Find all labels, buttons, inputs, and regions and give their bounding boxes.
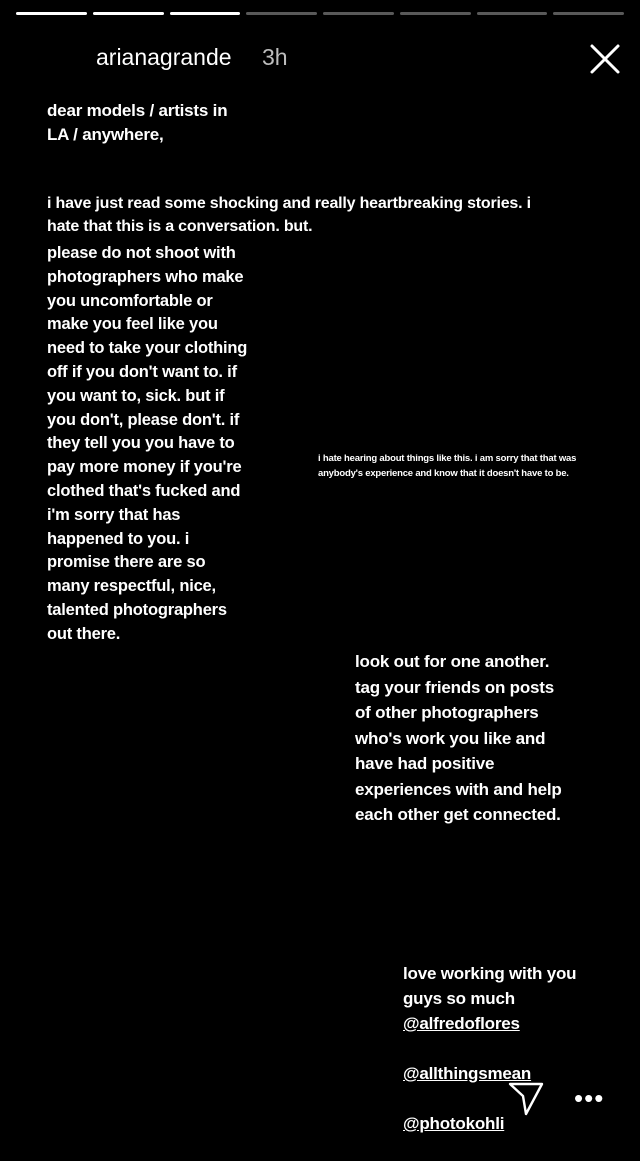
story-closing-block	[403, 936, 576, 1161]
progress-segment	[93, 12, 164, 15]
progress-segment	[323, 12, 394, 15]
story-small-note: i hate hearing about things like this. i am sorry that that was anybody's experience and know that it doesn't have to be.	[318, 453, 577, 479]
progress-segment	[400, 12, 471, 15]
close-button[interactable]	[586, 40, 624, 78]
avatar[interactable]	[26, 38, 68, 80]
mention-photokohli[interactable]: @photokohli	[403, 1114, 505, 1133]
more-options-button[interactable]: •••	[574, 1083, 605, 1113]
progress-segment	[246, 12, 317, 15]
progress-segment	[553, 12, 624, 15]
story-closing: love working with you guys so much	[403, 964, 577, 1008]
username[interactable]: arianagrande	[96, 44, 232, 70]
send-icon	[506, 1078, 546, 1118]
close-icon	[586, 40, 624, 78]
story-main-text: please do not shoot with photographers who make you uncomfortable or make you feel like you need to take your clothing off if you don't want to. if you want to, sick. but if you don't, please don't. if they tell you you have to pay more money if you're clothed that's fucked and i'm sorry that has happened to you. i promise there are so many respectful, nice, talented photographers out there.	[47, 244, 248, 643]
progress-segment	[477, 12, 548, 15]
story-intro: i have just read some shocking and really heartbreaking stories. i hate that this is a conversation. but.	[47, 195, 531, 235]
timestamp: 3h	[262, 44, 288, 70]
mention-allthingsmean[interactable]: @allthingsmean	[403, 1064, 532, 1083]
progress-segment	[170, 12, 241, 15]
send-button[interactable]	[506, 1078, 546, 1118]
mention-alfredoflores[interactable]: @alfredoflores	[403, 1014, 520, 1033]
progress-segment	[16, 12, 87, 15]
story-progress-bar	[16, 12, 624, 15]
story-greeting: dear models / artists in LA / anywhere,	[47, 101, 228, 144]
story-advice: look out for one another. tag your friends on posts of other photographers who's work you like and have had positive experiences with and help each other get connected.	[355, 652, 562, 824]
